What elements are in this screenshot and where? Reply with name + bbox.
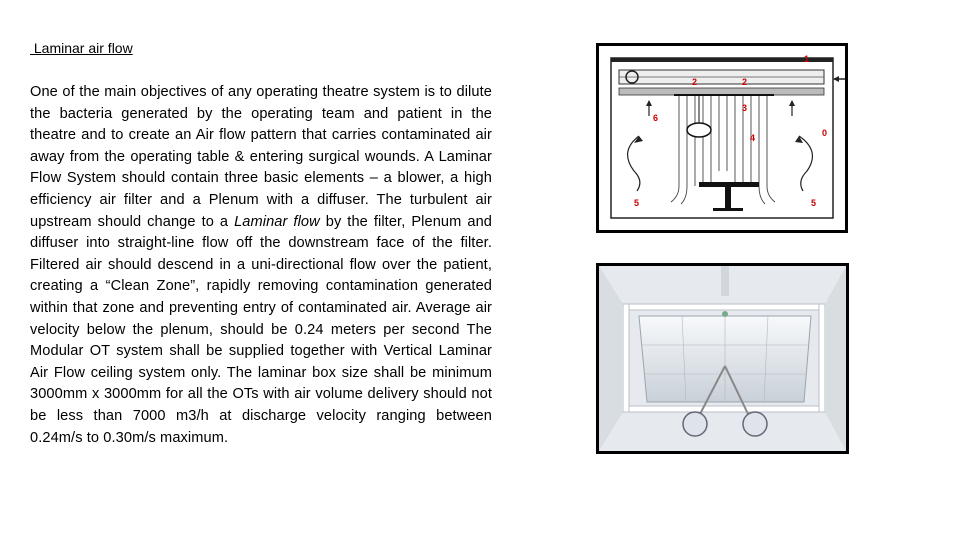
label-4: 4: [750, 133, 756, 143]
surgical-lamp-right-icon: [743, 412, 767, 436]
paragraph-part-1: One of the main objectives of any operating theatre system is to dilute the bacteria generated by the operating team and patient in the theatre and to create an Air flow pattern that carries contaminated air away from the operating table & entering surgical wounds. A Laminar Flow System should contain three basic elements – a blower, a high efficiency air filter and a Plenum with a diffuser. The turbulent air upstream should change to a: [30, 84, 492, 230]
right-circulation-arrow: [799, 136, 812, 191]
label-6: 6: [653, 113, 659, 123]
light-strip-bottom: [629, 406, 819, 412]
paragraph-italic: Laminar flow: [234, 213, 320, 230]
laminar-streamlines: [671, 96, 775, 204]
ceiling-line: [611, 58, 833, 62]
label-5a: 5: [634, 198, 640, 208]
left-circulation-arrow: [628, 136, 640, 191]
label-1: 1: [804, 54, 810, 64]
light-strip-top: [629, 304, 819, 310]
operating-table: [699, 182, 759, 187]
page-title: Laminar air flow: [30, 40, 133, 56]
label-2b: 2: [742, 77, 748, 87]
indicator-dot: [722, 311, 728, 317]
body-paragraph: [30, 82, 492, 449]
label-5b: 5: [811, 198, 817, 208]
hepa-filter: [619, 88, 824, 95]
paragraph-part-2: by the filter, Plenum and diffuser into straight-line flow off the downstream face of the filter. Filtered air should descend in a uni-directional flow over the patient, creating a “Clean Zone”, rapidly removing contamination generated within that zone and preventing entry of contaminated air. Average air velocity below the plenum, should be 0.24 meters per second The Modular OT system shall be supplied together with Vertical Laminar Air Flow ceiling system only. The laminar box size shall be minimum 3000mm x 3000mm for all the OTs with air volume delivery should not be less than 7000 m3/h at discharge velocity ranging between 0.24m/s to 0.30m/s maximum.: [30, 213, 492, 446]
operating-theatre-photo: [596, 263, 849, 454]
photo-illustration: [599, 266, 846, 451]
surgical-lamp-left-icon: [683, 412, 707, 436]
laminar-airflow-diagram: [596, 43, 848, 233]
label-2a: 2: [692, 77, 698, 87]
label-3: 3: [742, 103, 748, 113]
airflow-schematic: [599, 46, 845, 230]
label-0: 0: [822, 128, 828, 138]
surgical-lamp-icon: [687, 123, 711, 137]
